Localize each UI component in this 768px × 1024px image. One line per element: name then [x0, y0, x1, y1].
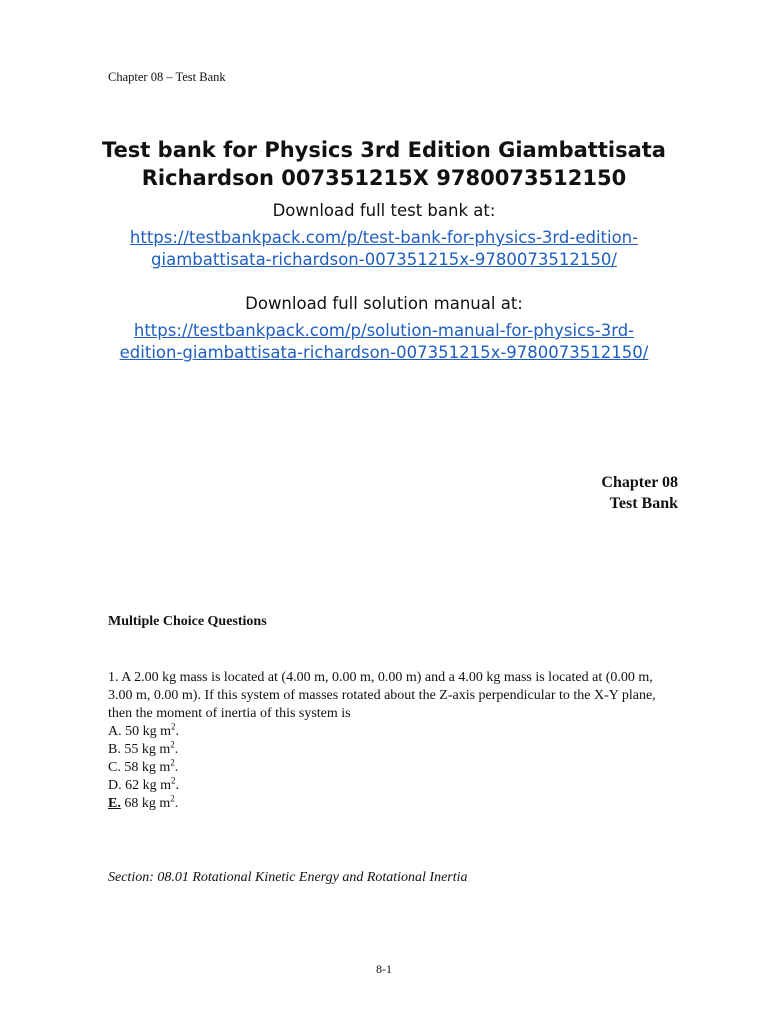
- question-1: [108, 669, 680, 813]
- option-letter: C.: [108, 760, 121, 775]
- title-block: [60, 136, 708, 364]
- option-e-correct: [108, 795, 680, 813]
- correct-option-letter: E.: [108, 796, 121, 811]
- option-value: 62 kg m: [121, 778, 172, 793]
- option-value: 55 kg m: [120, 742, 171, 757]
- option-exponent: 2: [171, 721, 176, 732]
- option-exponent: 2: [170, 793, 175, 804]
- title-line-1: Test bank for Physics 3rd Edition Giambattisata: [102, 138, 666, 162]
- option-period: .: [174, 760, 179, 775]
- test-bank-link-line-1[interactable]: https://testbankpack.com/p/test-bank-for-physics-3rd-edition-: [129, 228, 639, 247]
- option-period: .: [175, 778, 180, 793]
- answer-options: [108, 723, 680, 813]
- option-c: [108, 759, 680, 777]
- option-period: .: [175, 724, 180, 739]
- test-bank-link-line-2[interactable]: giambattisata-richardson-007351215x-9780073512150/: [151, 250, 617, 269]
- option-exponent: 2: [171, 775, 176, 786]
- option-a: [108, 723, 680, 741]
- multiple-choice-heading: Multiple Choice Questions: [108, 614, 267, 629]
- download-test-bank-label: Download full test bank at:: [272, 201, 496, 220]
- running-header: Chapter 08 – Test Bank: [108, 70, 226, 84]
- option-period: .: [174, 742, 179, 757]
- section-reference: Section: 08.01 Rotational Kinetic Energy and Rotational Inertia: [108, 870, 468, 885]
- option-exponent: 2: [170, 739, 175, 750]
- chapter-number: Chapter 08: [601, 474, 678, 491]
- solution-manual-link-line-2[interactable]: edition-giambattisata-richardson-007351215x-9780073512150/: [119, 343, 649, 362]
- chapter-heading: [601, 472, 678, 514]
- question-text: 1. A 2.00 kg mass is located at (4.00 m, 0.00 m, 0.00 m) and a 4.00 kg mass is located at (0.00 m, 3.00 m, 0.00 m). If this system of masses rotated about the Z-axis perpendicular to the X-Y plane, then the moment of inertia of this system is: [108, 670, 656, 721]
- option-value: 68 kg m: [120, 796, 171, 811]
- option-d: [108, 777, 680, 795]
- option-letter: D.: [108, 778, 122, 793]
- title-line-2: Richardson 007351215X 9780073512150: [141, 166, 627, 190]
- document-title: [60, 136, 708, 192]
- option-b: [108, 741, 680, 759]
- solution-manual-link-line-1[interactable]: https://testbankpack.com/p/solution-manual-for-physics-3rd-: [133, 321, 635, 340]
- option-period: .: [174, 796, 179, 811]
- chapter-subtitle: Test Bank: [609, 495, 678, 512]
- page-number: 8-1: [376, 962, 392, 976]
- option-letter: B.: [108, 742, 121, 757]
- download-solution-manual-label: Download full solution manual at:: [245, 294, 523, 313]
- option-exponent: 2: [170, 757, 175, 768]
- solution-manual-link[interactable]: [60, 320, 708, 364]
- option-letter: A.: [108, 724, 122, 739]
- option-value: 58 kg m: [120, 760, 171, 775]
- option-value: 50 kg m: [121, 724, 172, 739]
- test-bank-link[interactable]: [60, 227, 708, 271]
